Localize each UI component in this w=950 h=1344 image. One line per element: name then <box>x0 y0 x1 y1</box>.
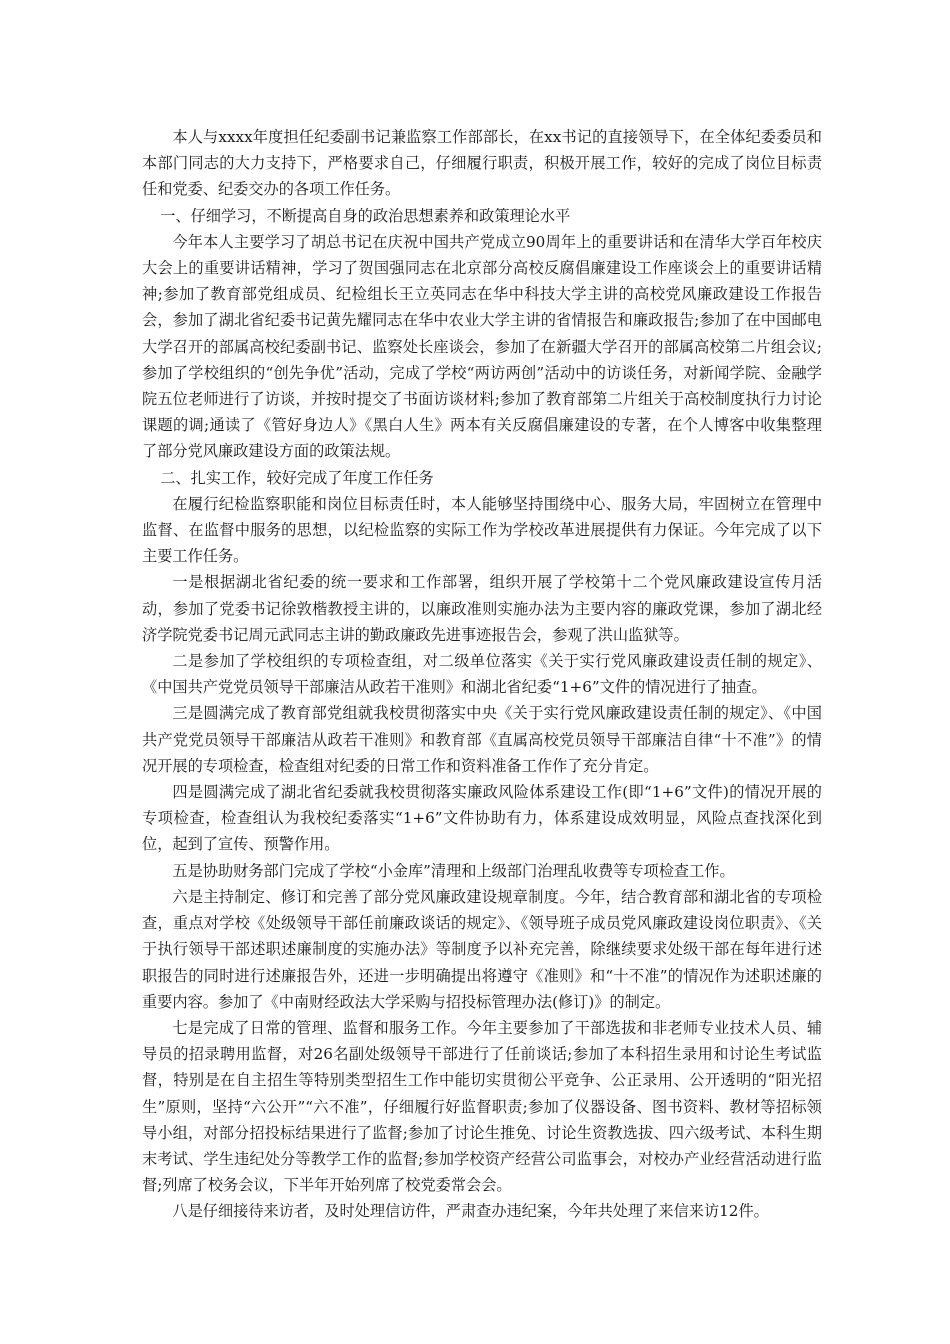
task-8-paragraph: 八是仔细接待来访者，及时处理信访件，严肃查办违纪案，今年共处理了来信来访12件。 <box>172 1202 769 1221</box>
task-6-paragraph: 六是主持制定、修订和完善了部分党风廉政建设规章制度。今年，结合教育部和湖北省的专项检查，重点对学校《处级领导干部任前廉政谈话的规定》、《领导班子成员党风廉政建设岗位职责》、《关于执行领导干部述职述廉制度的实施办法》等制度予以补充完善，除继续要求处级干部在每年进行述职报告的同时进行述廉报告外，还进一步明确提出将遵守《准则》和“十不准”的情况作为述职述廉的重要内容。参加了《中南财经政法大学采购与招投标管理办法(修订)》的制定。 <box>142 887 822 1011</box>
section-heading-2: 二、扎实工作，较好完成了年度工作任务 <box>160 468 434 487</box>
study-paragraph: 今年本人主要学习了胡总书记在庆祝中国共产党成立90周年上的重要讲话和在清华大学百年校庆大会上的重要讲话精神，学习了贺国强同志在北京部分高校反腐倡廉建设工作座谈会上的重要讲话精神;参加了教育部党组成员、纪检组长王立英同志在华中科技大学主讲的高校党风廉政建设工作报告会，参加了湖北省纪委书记黄先耀同志在华中农业大学主讲的省情报告和廉政报告;参加了在中国邮电大学召开的部属高校纪委副书记、监察处长座谈会，参加了在新疆大学召开的部属高校第二片组会议;参加了学校组织的“创先争优”活动，完成了学校“两访两创”活动中的访谈任务，对新闻学院、金融学院五位老师进行了访谈，并按时提交了书面访谈材料;参加了教育部第二片组关于高校制度执行力讨论课题的调;通读了《管好身边人》《黑白人生》两本有关反腐倡廉建设的专著，在个人博客中收集整理了部分党风廉政建设方面的政策法规。 <box>142 232 822 461</box>
task-2-paragraph: 二是参加了学校组织的专项检查组，对二级单位落实《关于实行党风廉政建设责任制的规定》、《中国共产党党员领导干部廉洁从政若干准则》和湖北省纪委“1+6”文件的情况进行了抽查。 <box>142 652 822 697</box>
task-3-paragraph: 三是圆满完成了教育部党组就我校贯彻落实中央《关于实行党风廉政建设责任制的规定》、《中国共产党党员领导干部廉洁从政若干准则》和教育部《直属高校党员领导干部廉洁自律“十不准”》的情况开展的专项检查，检查组对纪委的日常工作和资料准备工作作了充分肯定。 <box>142 704 822 775</box>
task-4-paragraph: 四是圆满完成了湖北省纪委就我校贯彻落实廉政风险体系建设工作(即“1+6”文件)的情况开展的专项检查，检查组认为我校纪委落实“1+6”文件协助有力，体系建设成效明显，风险点查找深化到位，起到了宣传、预警作用。 <box>142 783 822 854</box>
section-heading-1: 一、仔细学习，不断提高自身的政治思想素养和政策理论水平 <box>160 206 571 225</box>
task-5-paragraph: 五是协助财务部门完成了学校“小金库”清理和上级部门治理乱收费等专项检查工作。 <box>172 861 735 880</box>
intro-paragraph: 本人与xxxx年度担任纪委副书记兼监察工作部部长，在xx书记的直接领导下，在全体纪委委员和本部门同志的大力支持下，严格要求自己，仔细履行职责，积极开展工作，较好的完成了岗位目标责任和党委、纪委交办的各项工作任务。 <box>142 128 822 199</box>
document-body <box>142 124 822 1225</box>
task-1-paragraph: 一是根据湖北省纪委的统一要求和工作部署，组织开展了学校第十二个党风廉政建设宣传月活动，参加了党委书记徐敦楷教授主讲的，以廉政准则实施办法为主要内容的廉政党课，参加了湖北经济学院党委书记周元武同志主讲的勤政廉政先进事迹报告会，参观了洪山监狱等。 <box>142 573 822 644</box>
work-intro-paragraph: 在履行纪检监察职能和岗位目标责任时，本人能够坚持围绕中心、服务大局，牢固树立在管理中监督、在监督中服务的思想，以纪检监察的实际工作为学校改革进展提供有力保证。今年完成了以下主要工作任务。 <box>142 494 822 566</box>
task-7-paragraph: 七是完成了日常的管理、监督和服务工作。今年主要参加了干部选拔和非老师专业技术人员、辅导员的招录聘用监督，对26名副处级领导干部进行了任前谈话;参加了本科招生录用和讨论生考试监督，特别是在自主招生等特别类型招生工作中能切实贯彻公平竞争、公正录用、公开透明的“阳光招生”原则，坚持“六公开”“六不准”，仔细履行好监督职责;参加了仪器设备、图书资料、教材等招标领导小组，对部分招投标结果进行了监督;参加了讨论生推免、讨论生资教选拔、四六级考试、本科生期末考试、学生违纪处分等教学工作的监督;参加学校资产经营公司监事会，对校办产业经营活动进行监督;列席了校务会议，下半年开始列席了校党委常会会。 <box>142 1018 822 1195</box>
